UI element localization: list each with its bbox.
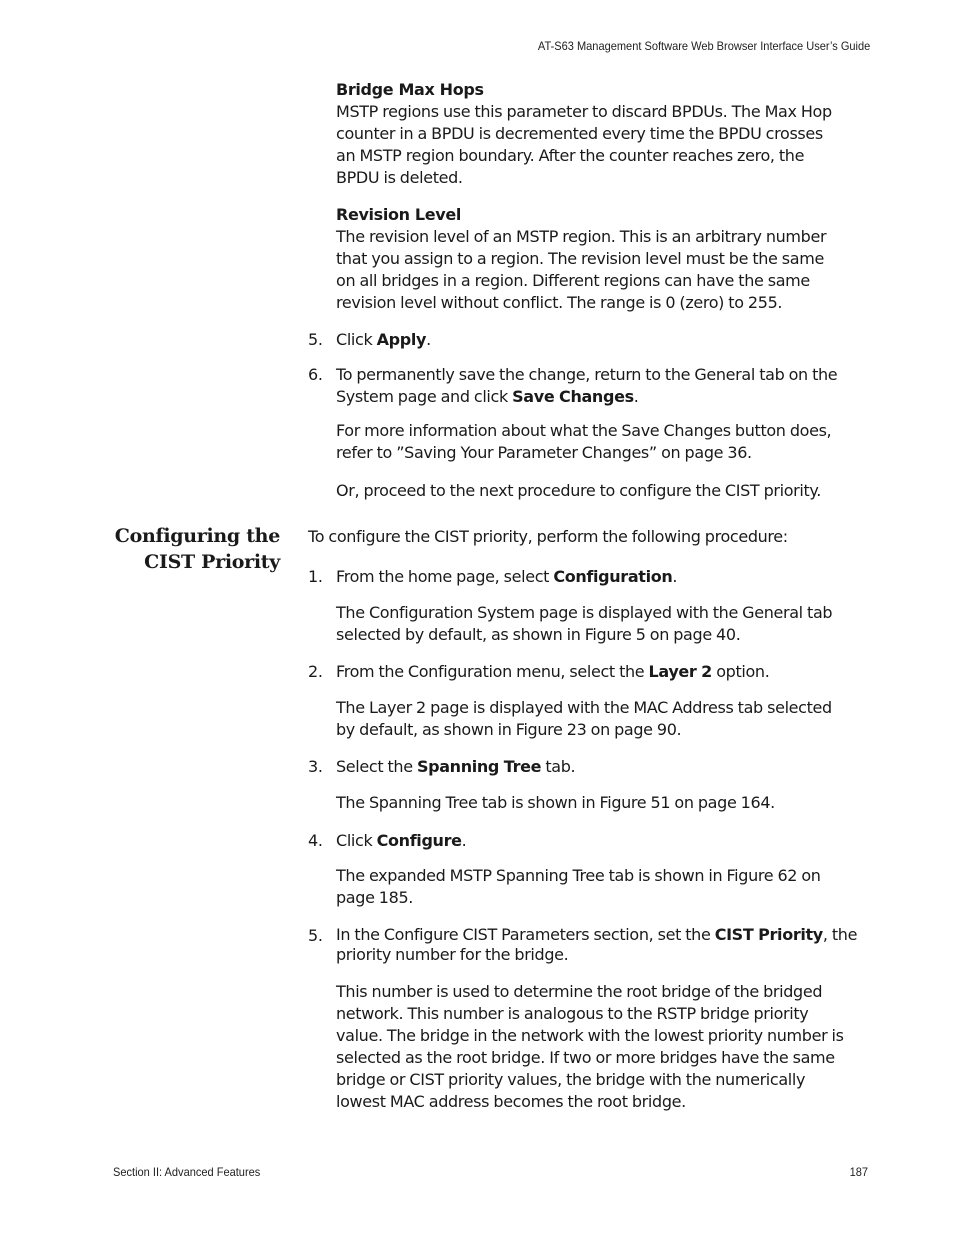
ui-label-save-changes: Save Changes	[512, 387, 634, 406]
step-number: 2.	[308, 662, 323, 681]
step-instruction: Click Apply.	[336, 330, 431, 349]
step-number: 5.	[308, 330, 323, 349]
ui-label-cist-priority: CIST Priority	[714, 925, 823, 944]
step-instruction: From the home page, select Configuration.	[336, 567, 678, 586]
paragraph: Or, proceed to the next procedure to configure the CIST priority.	[336, 481, 821, 500]
step-instruction: From the Configuration menu, select the Layer 2 option.	[336, 662, 770, 681]
paragraph: For more information about what the Save Changes button does, refer to ”Saving Your Parameter Changes” on page 36.	[336, 421, 832, 462]
step-number: 4.	[308, 831, 323, 850]
ui-label-apply: Apply	[376, 330, 427, 349]
definition-term: Revision Level	[336, 205, 461, 224]
step-instruction: Select the Spanning Tree tab.	[336, 757, 576, 776]
step-instruction: To permanently save the change, return to the General tab on the System page and click Save Changes.	[336, 365, 838, 406]
definition-text: MSTP regions use this parameter to discard BPDUs. The Max Hop counter in a BPDU is decremented every time the BPDU crosses an MSTP region boundary. After the counter reaches zero, the BPDU is deleted.	[336, 102, 832, 187]
step-description: The Layer 2 page is displayed with the MAC Address tab selected by default, as shown in Figure 23 on page 90.	[336, 698, 832, 739]
step-description: This number is used to determine the root bridge of the bridged network. This number is analogous to the RSTP bridge priority value. The bridge in the network with the lowest priority number is selected as the root bridge. If two or more bridges have the same bridge or CIST priority values, the bridge with the numerically lowest MAC address becomes the root bridge.	[336, 982, 844, 1111]
step-number: 5.	[308, 926, 323, 945]
section-intro: To configure the CIST priority, perform the following procedure:	[308, 527, 788, 546]
definition-revision-level	[336, 204, 846, 314]
ui-label-layer-2: Layer 2	[648, 662, 712, 681]
step-instruction: In the Configure CIST Parameters section, set the CIST Priority, the priority number for the bridge.	[336, 925, 858, 964]
step-description: The Spanning Tree tab is shown in Figure 51 on page 164.	[336, 793, 775, 812]
page-number: 187	[849, 1165, 868, 1179]
section-heading: Configuring the CIST Priority	[114, 525, 280, 573]
running-header: AT-S63 Management Software Web Browser Interface User’s Guide	[537, 39, 870, 53]
step-description: The Configuration System page is displayed with the General tab selected by default, as shown in Figure 5 on page 40.	[336, 603, 833, 644]
definition-text: The revision level of an MSTP region. This is an arbitrary number that you assign to a region. The revision level must be the same on all bridges in a region. Different regions can have the same revision level without conflict. The range is 0 (zero) to 255.	[336, 227, 827, 312]
step-number: 6.	[308, 365, 323, 384]
step-instruction: Click Configure.	[336, 831, 467, 850]
definition-term: Bridge Max Hops	[336, 80, 484, 99]
footer-section: Section II: Advanced Features	[113, 1165, 261, 1179]
ui-label-spanning-tree: Spanning Tree	[416, 757, 542, 776]
step-number: 1.	[308, 567, 323, 586]
ui-label-configure: Configure	[376, 831, 462, 850]
step-description: The expanded MSTP Spanning Tree tab is shown in Figure 62 on page 185.	[336, 866, 821, 907]
step-number: 3.	[308, 757, 323, 776]
ui-label-configuration: Configuration	[553, 567, 673, 586]
definition-bridge-max-hops	[336, 79, 846, 189]
